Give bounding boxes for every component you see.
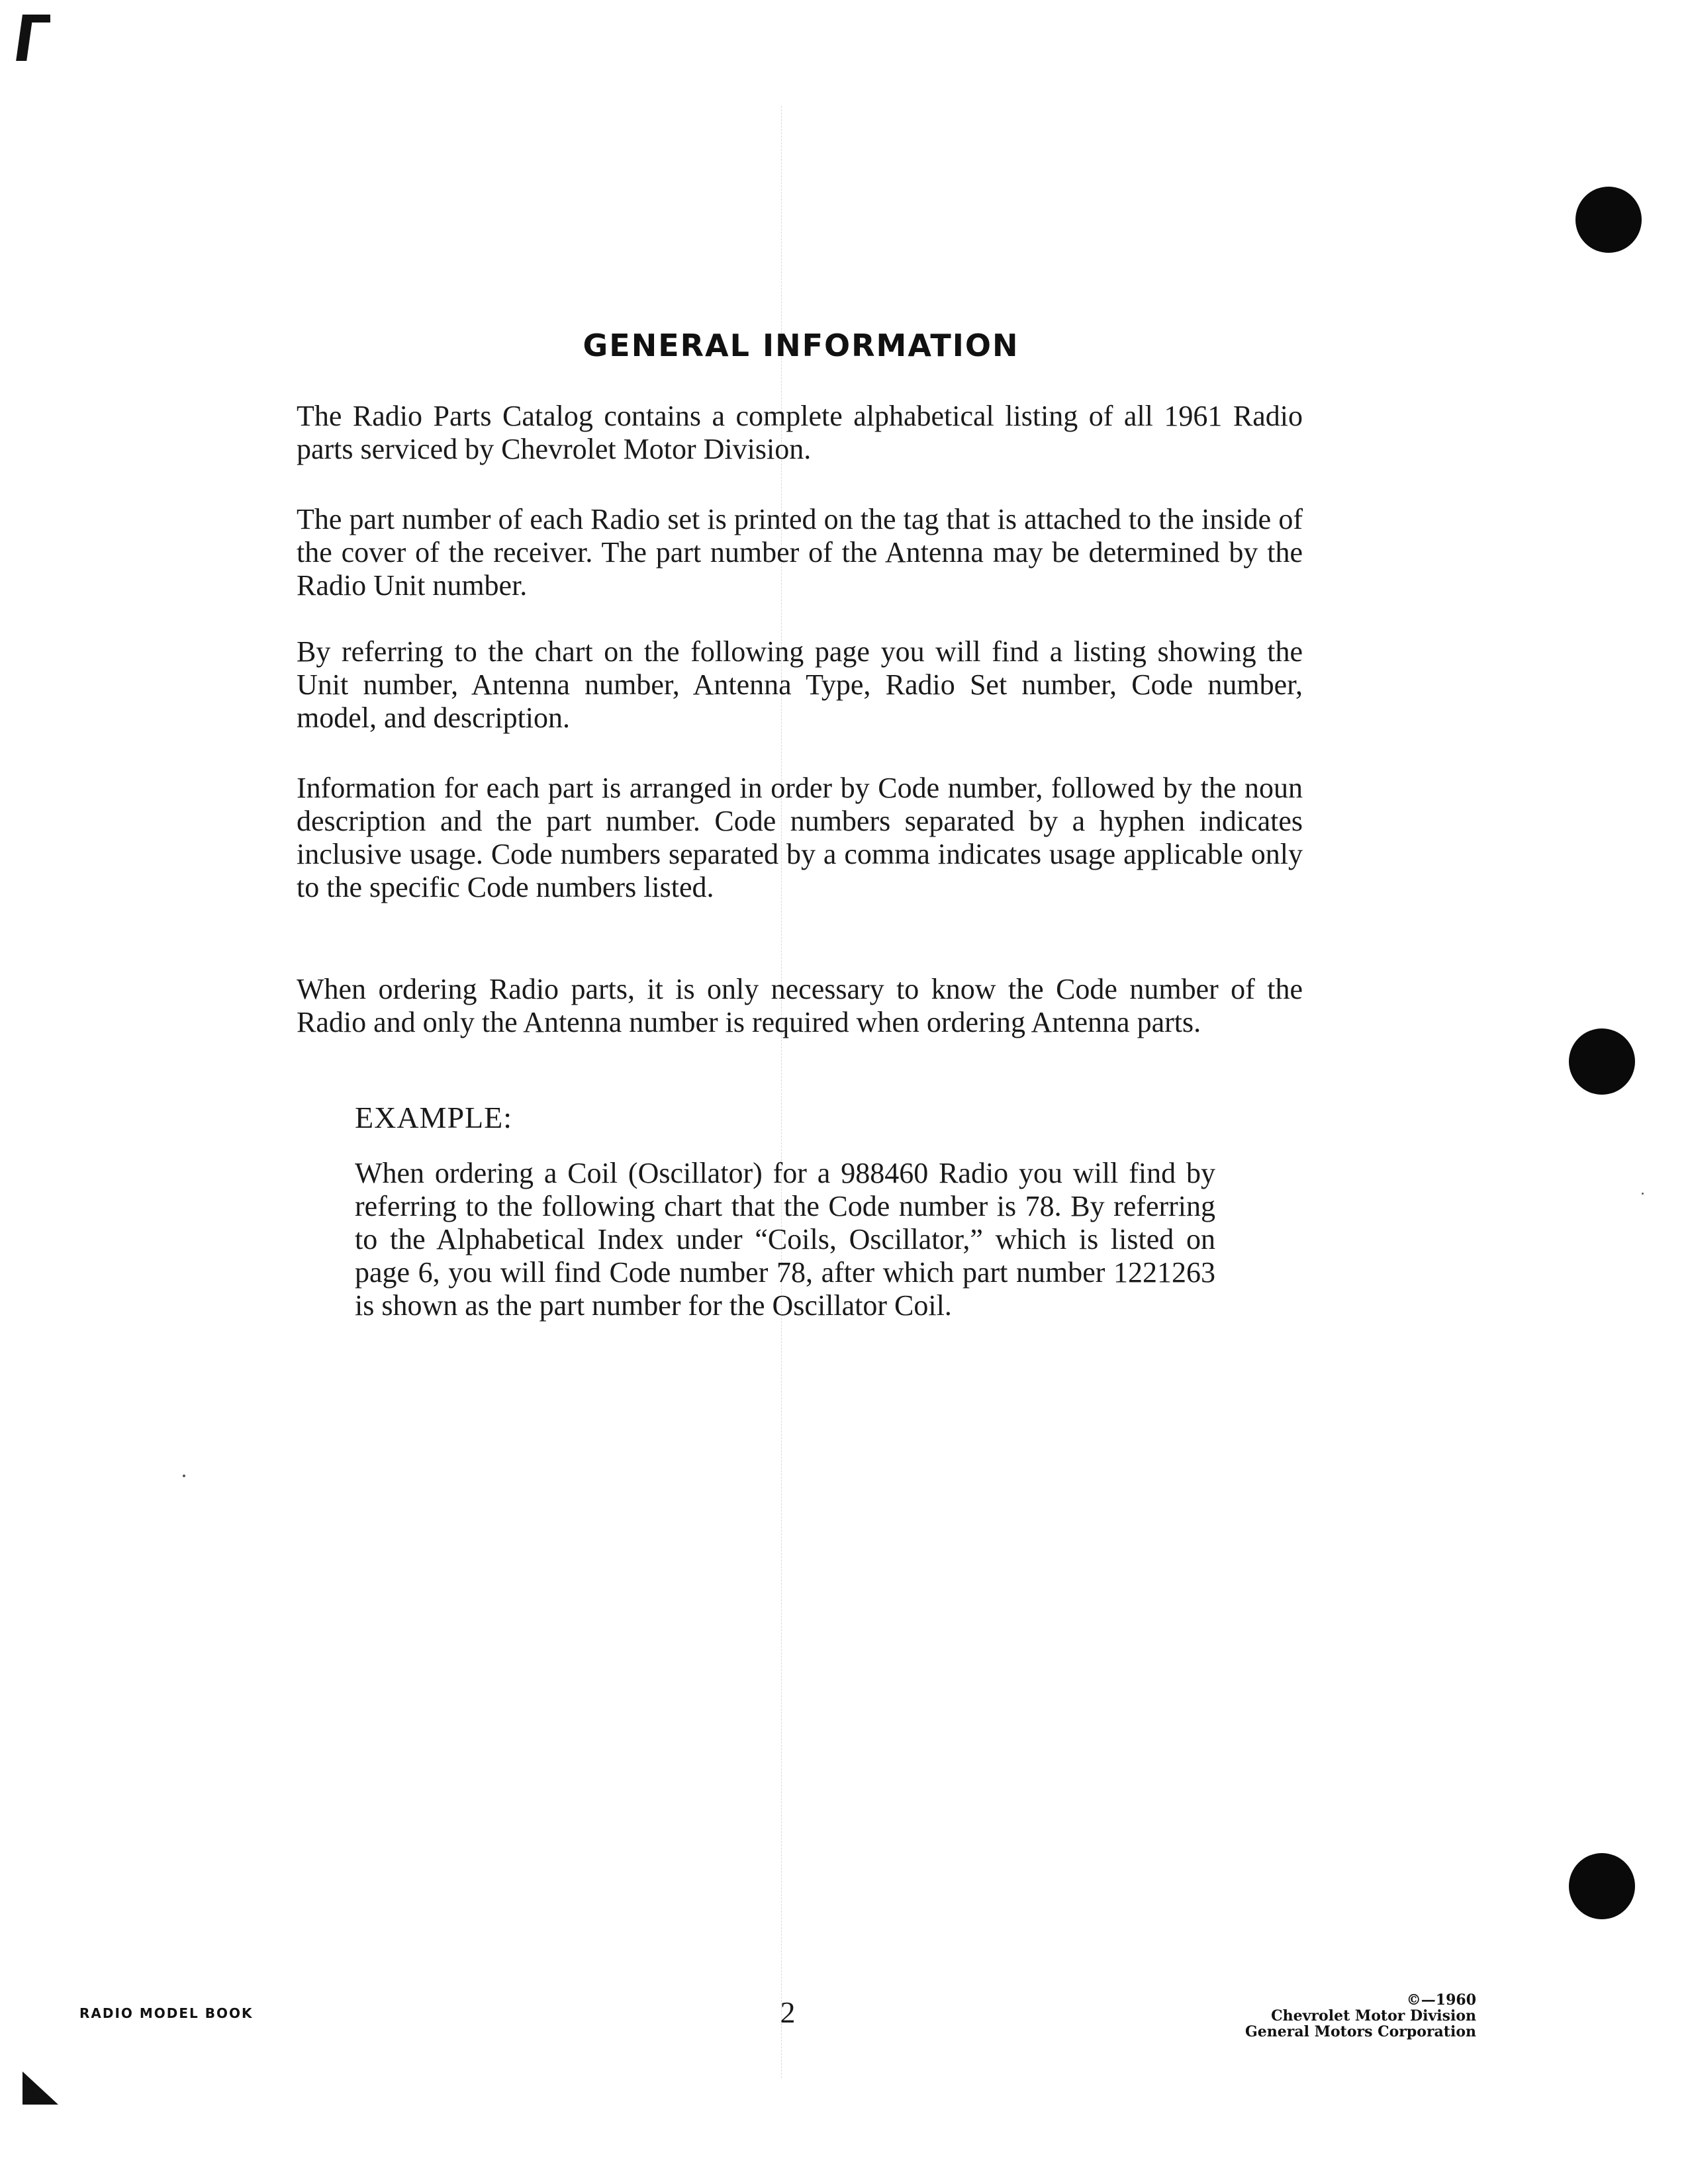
paragraph-ordering-instructions: When ordering Radio parts, it is only necessary to know the Code number of the Radio and only the Antenna number is required when ordering Antenna parts. — [297, 973, 1303, 1038]
paragraph-code-number-arrangement: Information for each part is arranged in order by Code number, followed by the noun description and the part number. Code numbers separated by a hyphen indicates inclusive usage. Code numbers separated by a comma indicates usage applicable only to the specific Code numbers listed. — [297, 772, 1303, 903]
binder-punch-hole-top — [1575, 187, 1642, 253]
paragraph-part-number-location: The part number of each Radio set is printed on the tag that is attached to the inside of the cover of the receiver. The part number of the Antenna may be determined by the Radio Unit number. — [297, 503, 1303, 602]
paragraph-catalog-contents: The Radio Parts Catalog contains a complete alphabetical listing of all 1961 Radio parts serviced by Chevrolet Motor Division. — [297, 400, 1303, 465]
binder-punch-hole-bottom — [1569, 1853, 1635, 1919]
example-heading: EXAMPLE: — [355, 1101, 512, 1134]
footer-corporation: General Motors Corporation — [1244, 2023, 1476, 2040]
page-number: 2 — [780, 1995, 796, 2029]
page-title: GENERAL INFORMATION — [583, 327, 1019, 363]
paragraph-chart-reference: By referring to the chart on the following page you will find a listing showing the Unit number, Antenna number, Antenna Type, Radio Set number, Code number, model, and description. — [297, 635, 1303, 734]
corner-registration-mark-top-stem — [16, 15, 33, 61]
footer-book-title: RADIO MODEL BOOK — [79, 2005, 254, 2021]
footer-publisher-block — [1125, 1992, 1476, 2040]
scan-speck — [1642, 1193, 1644, 1195]
example-text: When ordering a Coil (Oscillator) for a 988460 Radio you will find by referring to the following chart that the Code number is 78. By referring to the Alphabetical Index under “Coils, Oscillator,” which is listed on page 6, you will find Code number 78, after which part number 1221263 is shown as the part number for the Oscillator Coil. — [355, 1157, 1215, 1322]
corner-registration-mark-bottom — [23, 2071, 58, 2105]
binder-punch-hole-middle — [1569, 1028, 1635, 1095]
scan-speck — [183, 1475, 185, 1477]
footer-division: Chevrolet Motor Division — [1271, 2007, 1476, 2025]
footer-copyright: ©—1960 — [1406, 1991, 1476, 2009]
